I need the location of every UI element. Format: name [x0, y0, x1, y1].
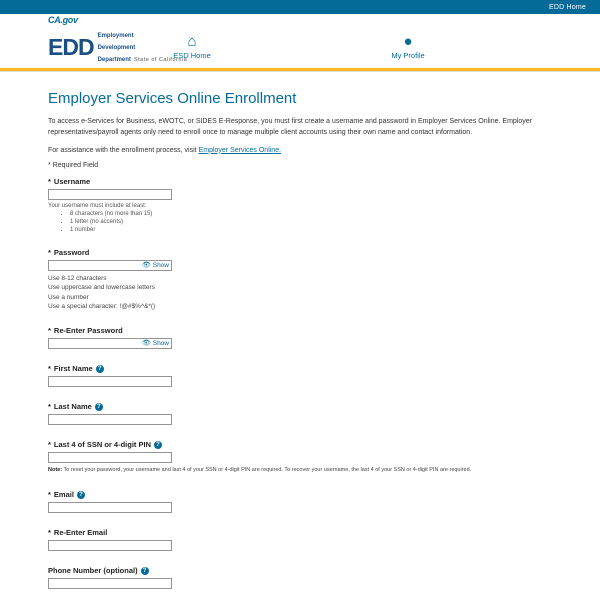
help-icon[interactable]: ?	[95, 403, 103, 411]
password-input-wrapper	[48, 260, 172, 271]
password-label-text: Password	[53, 247, 90, 257]
last-name-required-asterisk: *	[48, 402, 51, 412]
username-input[interactable]	[48, 189, 172, 200]
username-rules	[48, 211, 552, 233]
cagov-logo[interactable]: CA.gov	[48, 15, 78, 25]
last4-note-bold: Note:	[48, 467, 63, 474]
field-phone-number	[48, 566, 552, 589]
list-item: • 1 letter (no accents)	[70, 219, 552, 225]
eye-icon: 👁	[141, 261, 151, 269]
last4-required-asterisk: *	[48, 440, 51, 450]
last4-input[interactable]	[48, 452, 172, 463]
field-last4-ssn-or-pin	[48, 440, 552, 475]
email-label	[48, 490, 552, 499]
nav-my-profile[interactable]	[365, 34, 451, 60]
nav-esd-home[interactable]	[149, 34, 235, 60]
email-required-asterisk: *	[48, 490, 51, 500]
nav-my-profile-label: My Profile	[391, 51, 425, 60]
reenter-password-label	[48, 326, 552, 335]
field-reenter-password	[48, 326, 552, 349]
assistance-paragraph	[48, 147, 552, 154]
site-header	[0, 26, 600, 68]
email-input[interactable]	[48, 502, 172, 513]
eye-icon: 👁	[141, 340, 151, 348]
password-show-toggle[interactable]	[142, 260, 169, 271]
username-hint: Your username must include at least:	[48, 202, 147, 209]
reenter-password-label-text: Re-Enter Password	[53, 326, 123, 336]
first-name-input[interactable]	[48, 376, 172, 387]
profile-icon: ●	[403, 33, 413, 50]
edd-logo-line2: Development	[97, 45, 136, 52]
edd-logo-mark: EDD	[48, 33, 94, 60]
phone-label-text: Phone Number (optional)	[48, 566, 138, 576]
reenter-email-required-asterisk: *	[48, 528, 51, 538]
phone-label	[48, 566, 552, 575]
edd-home-link[interactable]: EDD Home	[549, 3, 586, 11]
phone-input[interactable]	[48, 578, 172, 589]
reenter-email-label	[48, 528, 552, 537]
last-name-label	[48, 402, 552, 411]
field-last-name	[48, 402, 552, 425]
help-icon[interactable]: ?	[96, 365, 104, 373]
password-rule: Use 8-12 characters	[48, 274, 107, 282]
password-rules	[48, 274, 552, 312]
edd-logo-line1: Employment	[97, 33, 134, 40]
field-reenter-email	[48, 528, 552, 551]
password-show-label: Show	[152, 261, 169, 269]
enrollment-form	[0, 72, 600, 589]
last4-label	[48, 440, 552, 449]
nav-esd-home-label: ESD Home	[173, 51, 211, 60]
first-name-required-asterisk: *	[48, 364, 51, 374]
reenter-password-input-wrapper	[48, 338, 172, 349]
reenter-password-show-label: Show	[152, 340, 169, 348]
help-icon[interactable]: ?	[154, 441, 162, 449]
last4-note-text: To reset your password, your username and last 4 of your SSN or 4-digit PIN are required. To recover your username, the last 4 of your SSN or 4-digit PIN are required.	[62, 467, 472, 474]
assistance-text: For assistance with the enrollment process, visit	[48, 146, 199, 154]
last4-label-text: Last 4 of SSN or 4-digit PIN	[53, 440, 152, 450]
last4-note	[48, 467, 498, 475]
home-icon: ⌂	[187, 33, 197, 50]
list-item: • 8 characters (no more than 15)	[70, 211, 552, 217]
last-name-label-text: Last Name	[53, 402, 92, 412]
password-rule: Use a special character: !@#$%^&*()	[48, 302, 156, 310]
reenter-email-input[interactable]	[48, 540, 172, 551]
first-name-label-text: First Name	[53, 364, 93, 374]
reenter-password-required-asterisk: *	[48, 326, 51, 336]
username-label	[48, 177, 552, 186]
cagov-strip	[0, 14, 600, 26]
password-required-asterisk: *	[48, 247, 51, 257]
username-label-text: Username	[53, 176, 91, 186]
help-icon[interactable]: ?	[77, 491, 85, 499]
password-label	[48, 248, 552, 257]
password-rule: Use uppercase and lowercase letters	[48, 284, 155, 292]
email-label-text: Email	[53, 490, 74, 500]
password-rule: Use a number	[48, 293, 89, 301]
field-username	[48, 177, 552, 233]
field-email	[48, 490, 552, 513]
edd-logo-line3: Department	[97, 56, 131, 63]
first-name-label	[48, 364, 552, 373]
help-icon[interactable]: ?	[141, 567, 149, 575]
reenter-email-label-text: Re-Enter Email	[53, 528, 108, 538]
required-field-note: * Required Field	[48, 161, 99, 169]
username-required-asterisk: *	[48, 176, 51, 186]
intro-paragraph: To access e-Services for Business, eWOTC, or SIDES E-Response, you must first create a username and password in Employer Services Online. Employer representatives/payroll agents only need to enroll once to manage multiple client accounts using their own name and contact information.	[48, 118, 532, 136]
list-item: • 1 number	[70, 227, 552, 233]
utility-bar	[0, 0, 600, 14]
page-title: Employer Services Online Enrollment	[48, 90, 297, 107]
reenter-password-show-toggle[interactable]	[142, 338, 169, 349]
edd-logo-state: State of California	[133, 56, 188, 63]
last-name-input[interactable]	[48, 414, 172, 425]
field-password	[48, 248, 552, 312]
employer-services-online-link[interactable]: Employer Services Online.	[198, 146, 282, 154]
field-first-name	[48, 364, 552, 387]
